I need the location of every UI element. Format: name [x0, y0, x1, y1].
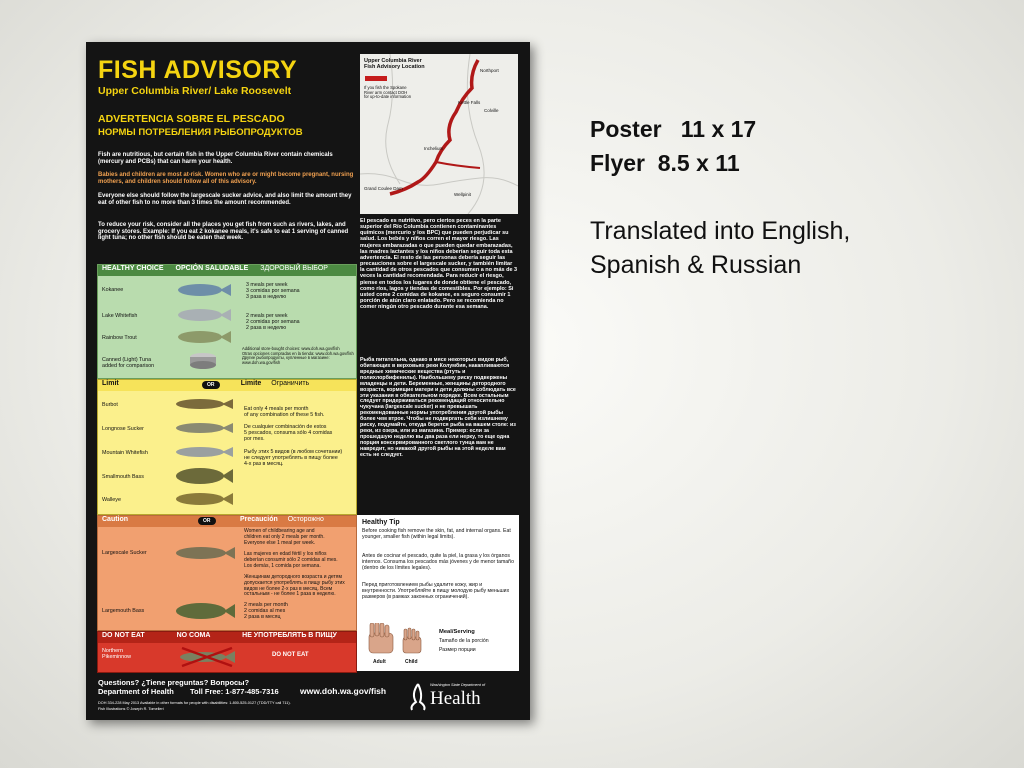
footer-phone: Toll Free: 1-877-485-7316: [190, 687, 279, 696]
map-town-kettle-falls: Kettle Falls: [458, 100, 481, 105]
burbot-illustration: [174, 396, 234, 412]
healthy-choice-label-ru: ЗДОРОВЫЙ ВЫБОР: [260, 265, 328, 272]
footer-small-print: DOH 334-228 May 2013 Available in other formats for people with disabilities: 1-800-525-0127 (TDD/TTY call 711).: [98, 701, 291, 705]
poster-subtitle: Upper Columbia River/ Lake Roosevelt: [98, 85, 292, 97]
healthy-tip-spanish: Antes de cocinar el pescado, quite la piel, la grasa y los órganos internos. Consuma los pescados más jóvenes y de menor tamaño (dentro de los límites legales).: [362, 553, 514, 571]
map-spokane-note: If you fish the Spokane River arm contact DOH for up-to-date information: [364, 85, 412, 100]
footer-url: www.doh.wa.gov/fish: [300, 686, 387, 696]
fish-label-smallmouth-bass: Smallmouth Bass: [102, 474, 144, 480]
intro-paragraph-4: To reduce your risk, consider all the places you get fish from such as rivers, lakes, and grocery stores. Example: If you eat 2 kokanee meals, it's safe to eat 1 serving of canned light tuna; no other fish should be eaten that week.: [98, 222, 349, 242]
footer-illustration-credit: Fish Illustrations © Joseph R. Tomelleri: [98, 707, 164, 711]
fish-label-longnose-sucker: Longnose Sucker: [102, 426, 144, 432]
store-bought-choices-note: Additional store-bought choices: www.doh.wa.gov/fish Otras opciones compradas en la tienda: www.doh.wa.gov/fish Другие рыбопродукты, купленные в магазине: www.doh.wa.gov/fish: [242, 346, 354, 366]
do-not-eat-section: [97, 631, 357, 673]
doh-logo-icon: [408, 682, 428, 712]
advisory-location-map: [360, 54, 518, 214]
fish-label-kokanee: Kokanee: [102, 287, 124, 293]
child-hand-label: Child: [405, 659, 418, 665]
footer-department: Department of Health: [98, 687, 174, 696]
healthy-tip-box: [357, 515, 519, 671]
longnose-sucker-illustration: [174, 420, 234, 436]
doh-logo-health-text: Health: [430, 688, 481, 709]
russian-advisory-text: Рыба питательна, однако в мясе некоторых видов рыб, обитающих в верховьях реки Колумбия, накапливаются вредные химические вещества (ртуть и полихлорбифенилы). Наибольшему риску подвержены младенцы и дети. Беременные, женщины детородного возраста, кормящие матери и дети должны соблюдать все эти указания в обязательном порядке. Всем остальным следует придерживаться рекомендаций относительно чукучана (largescale sucker) и не превышать рекомендованные нормы употребления другой рыбы более чем втрое. Чтобы не подвергать себя излишнему риску, подумайте, откуда берется рыба на вашем столе: из реки, из озера, или из магазина. Пример: если за прошедшую неделю вы два раза ели нерку, то еще одна порция консервированного светлого тунца вам не навредит, но никакой другой рыбы на этой неделе вам есть не следует.: [360, 357, 516, 458]
meal-serving-spanish: Tamaño de la porción: [439, 638, 489, 644]
do-not-eat-label-ru: НЕ УПОТРЕБЛЯТЬ В ПИЩУ: [242, 632, 337, 639]
map-town-colville: Colville: [484, 108, 499, 113]
healthy-advice-3-meals: 3 meals per week 3 comidas por semana 3 раза в неделю: [246, 282, 300, 301]
fish-label-lake-whitefish: Lake Whitefish: [102, 313, 138, 319]
healthy-tip-russian: Перед приготовлением рыбы удалите кожу, жир и внутренности. Употребляйте в пищу молодую рыбу меньших размеров (в рамках законных ограничений).: [362, 582, 510, 600]
caution-header: [98, 516, 356, 527]
flyer-size-line: Flyer 8.5 x 11: [590, 150, 740, 176]
mountain-whitefish-illustration: [174, 444, 234, 460]
do-not-eat-label-es: NO COMA: [176, 632, 211, 639]
smallmouth-bass-illustration: [174, 466, 234, 486]
limit-label-es: Limite: [240, 380, 262, 387]
limit-label-en: Limit: [102, 380, 119, 387]
fish-label-burbot: Burbot: [102, 402, 118, 408]
hand-serving-size-icon: [367, 623, 431, 657]
healthy-choice-header: [98, 265, 356, 276]
map-title: Upper Columbia River Fish Advisory Location: [364, 58, 425, 71]
fish-label-rainbow-trout: Rainbow Trout: [102, 335, 137, 341]
fish-label-largescale-sucker: Largescale Sucker: [102, 550, 147, 556]
map-town-inchelium: Inchelium: [424, 146, 444, 151]
meal-serving-title: Meal/Serving: [439, 629, 475, 635]
limit-advice: Eat only 4 meals per month of any combination of these 5 fish. De cualquier combinación de estos 5 pescados, consuma sólo 4 comidas por mes. Рыбу этих 5 видов (в любом сочетании) не следует употреблять в пищу более 4-х раз в месяц.: [244, 406, 343, 467]
slide-description: [590, 112, 1010, 282]
adult-hand-label: Adult: [373, 659, 386, 665]
meal-serving-russian: Размер порции: [439, 647, 476, 653]
map-legend-swatch: [365, 76, 387, 81]
caution-advice-2-meals: 2 meals per month 2 comidas al mes 2 раза в месяц: [244, 602, 288, 621]
northern-pikeminnow-crossed-out-illustration: [178, 646, 236, 668]
healthy-tip-title: Healthy Tip: [362, 519, 400, 526]
limit-header: [98, 380, 356, 391]
healthy-choice-section: [97, 264, 357, 379]
caution-or-pill: OR: [198, 517, 216, 525]
fish-label-northern-pikeminnow: Northern Pikeminnow: [102, 648, 132, 660]
poster-title-spanish: ADVERTENCIA SOBRE EL PESCADO: [98, 113, 285, 125]
healthy-choice-label-en: HEALTHY CHOICE: [102, 265, 164, 272]
fish-label-largemouth-bass: Largemouth Bass: [102, 608, 145, 614]
intro-paragraph-3: Everyone else should follow the largescale sucker advice, and also limit the amount they eat of other fish to no more than 3 times the amount recommended.: [98, 193, 352, 206]
healthy-choice-label-es: OPCIÓN SALUDABLE: [175, 265, 249, 272]
poster-title-russian: НОРМЫ ПОТРЕБЛЕНИЯ РЫБОПРОДУКТОВ: [98, 127, 303, 138]
map-town-wellpinit: Wellpinit: [454, 192, 471, 197]
do-not-eat-header: [98, 632, 356, 643]
poster-title: FISH ADVISORY: [98, 56, 298, 84]
largemouth-bass-illustration: [174, 600, 236, 622]
caution-label-es: Precaución: [240, 516, 278, 523]
do-not-eat-advice: DO NOT EAT: [272, 652, 309, 658]
fish-label-walleye: Walleye: [102, 497, 121, 503]
limit-section: [97, 379, 357, 515]
caution-label-ru: Осторожно: [287, 516, 324, 523]
kokanee-fish-illustration: [176, 282, 232, 298]
fish-label-canned-tuna: Canned (Light) Tuna added for comparison: [102, 357, 155, 369]
footer-questions: Questions? ¿Tiene preguntas? Вопросы?: [98, 678, 250, 687]
translation-line-2: Spanish & Russian: [590, 251, 802, 279]
largescale-sucker-illustration: [174, 544, 236, 562]
healthy-advice-2-meals: 2 meals per week 2 comidas por semana 2 раза в неделю: [246, 313, 300, 332]
intro-paragraph-2: Babies and children are most at-risk. Women who are or might become pregnant, nursing mothers, and children should follow all of this advisory.: [98, 172, 354, 185]
doh-logo-small-text: Washington State Department of: [430, 683, 486, 687]
healthy-tip-english: Before cooking fish remove the skin, fat, and internal organs. Eat younger, smaller fish (within legal limits).: [362, 528, 511, 540]
fish-label-mountain-whitefish: Mountain Whitefish: [102, 450, 148, 456]
intro-paragraph-1: Fish are nutritious, but certain fish in the Upper Columbia River contain chemicals (mercury and PCBs) that can harm your health.: [98, 152, 333, 165]
poster-size-line: Poster 11 x 17: [590, 116, 757, 142]
caution-section: [97, 515, 357, 631]
caution-advice-women-children: Women of childbearing age and children eat only 2 meals per month. Everyone else 1 meal per week. Las mujeres en edad fértil y los niños deberían consumir sólo 2 comidas al mes. Los demás, 1 comida por semana. Женщинам детородного возраста и детям допускается употреблять в пищу рыбу этих видов не более 2-х раз в месяц. Всем остальным - не более 1 раза в неделю.: [244, 528, 345, 598]
lake-whitefish-illustration: [176, 307, 232, 323]
spanish-advisory-text: El pescado es nutritivo, pero ciertos peces en la parte superior del Río Columbia contienen contaminantes químicos (mercurio y los BPC) que pueden perjudicar su salud. Los bebés y niños corren el mayor riesgo. Las mujeres embarazadas o que pueden quedar embarazadas, las madres lactantes y los niños deberían seguir toda esta advertencia. El resto de las personas debería seguir las precauciones sobre el largescale sucker, y también limitar la cantidad de otros pescados que consumen a no más de 3 veces la cantidad recomendada. Para reducir el riesgo, piense en todos los lugares de donde obtiene el pescado, como ríos, lagos y tiendas de comestibles. Por ejemplo: Si usted come 2 comidas de kokanee, es seguro consumir 1 porción de atún claro enlatado. Pero se recomienda no comer ningún otro pescado durante esa semana.: [360, 218, 518, 311]
do-not-eat-label-en: DO NOT EAT: [102, 632, 145, 639]
tuna-can-icon: [188, 351, 218, 369]
translation-line-1: Translated into English,: [590, 217, 851, 245]
walleye-illustration: [174, 490, 234, 508]
limit-or-pill: OR: [202, 381, 220, 389]
rainbow-trout-illustration: [176, 329, 232, 345]
map-town-grand-coulee-dam: Grand Coulee Dam: [364, 186, 403, 191]
caution-label-en: Caution: [102, 516, 129, 523]
limit-label-ru: Ограничить: [271, 380, 310, 387]
fish-advisory-poster: [86, 42, 530, 720]
map-town-northport: Northport: [480, 68, 499, 73]
